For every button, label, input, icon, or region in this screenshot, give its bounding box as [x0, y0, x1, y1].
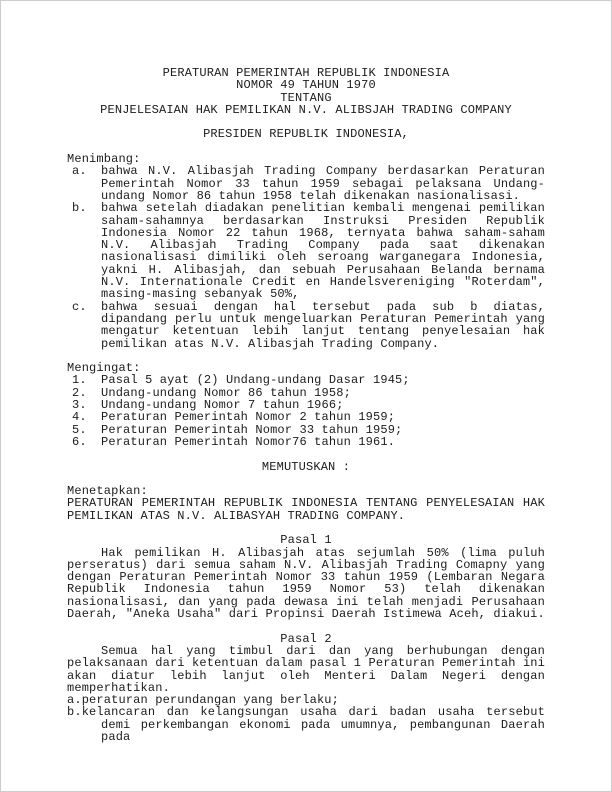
pasal-2-item-b — [67, 706, 545, 743]
mengingat-item-1 — [67, 374, 545, 386]
item-marker: a. — [72, 164, 87, 179]
mengingat-item-6 — [67, 436, 545, 448]
menetapkan-section — [67, 485, 545, 522]
item-marker: b. — [67, 705, 82, 720]
title-line-3: TENTANG — [280, 90, 332, 105]
item-text: Undang-undang Nomor 7 tahun 1966; — [101, 398, 344, 413]
mengingat-label: Mengingat: — [67, 361, 141, 376]
item-marker: b. — [72, 201, 87, 216]
item-text: bahwa sesuai dengan hal tersebut pada sub b diatas, dipandang perlu untuk mengeluarkan Peraturan Pemerintah yang mengatur ketentuan lebih lanjut tentang penyelesaian hak pemilikan atas N.V. Alibasjah Trading Company. — [101, 299, 545, 351]
menimbang-item-a — [67, 165, 545, 202]
menimbang-section — [67, 153, 545, 350]
menimbang-item-b — [67, 202, 545, 300]
item-marker: 1. — [72, 373, 87, 388]
item-text: Peraturan Pemerintah Nomor 33 tahun 1959; — [101, 422, 403, 437]
item-marker: a. — [67, 693, 82, 708]
item-text: kelancaran dan kelangsungan usaha dari badan usaha tersebut demi perkembangan ekonomi pada umumnya, pembangunan Daerah pada — [81, 705, 545, 745]
mengingat-section — [67, 362, 545, 448]
pasal-2-body: Semua hal yang timbul dari dan yang berhubungan dengan pelaksanaan dari ketentuan dalam pasal 1 Peraturan Pemerintah ini akan diatur lebih lanjut oleh Menteri Dalam Negeri dengan memperhatikan. — [67, 643, 545, 695]
item-text: peraturan perundangan yang berlaku; — [81, 693, 339, 708]
menetapkan-label: Menetapkan: — [67, 484, 148, 499]
item-marker: 6. — [72, 434, 87, 449]
menimbang-label: Menimbang: — [67, 152, 141, 167]
pasal-1-body: Hak pemilikan H. Alibasjah atas sejumlah 50% (lima puluh perseratus) dari semua saham N.V. Alibasjah Trading Comapny yang dengan Peraturan Pemerintah Nomor 33 tahun 1959 (Lembaran Negara Republik Indonesia tahun 1959 Nomor 53) telah dikenakan nasionalisasi, dan yang pada dewasa ini telah menjadi Perusahaan Daerah, "Aneka Usaha" dari Propinsi Daerah Istimewa Aceh, diakui. — [67, 545, 545, 622]
item-marker: 5. — [72, 422, 87, 437]
item-text: bahwa N.V. Alibasjah Trading Company berdasarkan Peraturan Pemerintah Nomor 33 tahun 1959 sebagai pelaksana Undang-undang Nomor 86 tahun 1958 telah dikenakan nasionalisasi. — [101, 164, 545, 203]
menimbang-item-c — [67, 301, 545, 350]
pasal-2-section — [67, 633, 545, 744]
title-line-1: PERATURAN PEMERINTAH REPUBLIK INDONESIA — [162, 66, 450, 80]
item-marker: c. — [72, 299, 87, 314]
document-header — [67, 67, 545, 116]
item-text: bahwa setelah diadakan penelitian kembali mengenai pemilikan saham-sahamnya berdasarkan Instruksi Presiden Republik Indonesia Nomor 22 tahun 1968, ternyata bahwa saham-saham N.V. Alibasjah Trading Company pada saat dikenakan nasionalisasi dimiliki oleh seroang warganegara Indonesia, yakni H. Alibasjah, dan sebuah Perusahaan Belanda bernama N.V. Internationale Credit en Handelsvereniging "Roterdam", masing-masing sebanyak 50%, — [101, 201, 545, 302]
pasal-1-section — [67, 534, 545, 620]
item-text: Undang-undang Nomor 86 tahun 1958; — [101, 385, 351, 400]
pasal-2-heading: Pasal 2 — [280, 631, 332, 646]
title-line-2: NOMOR 49 TAHUN 1970 — [236, 78, 376, 93]
mengingat-item-4 — [67, 411, 545, 423]
memutuskan-heading: MEMUTUSKAN : — [261, 459, 351, 474]
item-text: Peraturan Pemerintah Nomor 2 tahun 1959; — [101, 410, 396, 425]
menetapkan-text: PERATURAN PEMERINTAH REPUBLIK INDONESIA TENTANG PENYELESAIAN HAK PEMILIKAN ATAS N.V. ALIBASYAH TRADING COMPANY. — [67, 496, 545, 523]
item-text: Pasal 5 ayat (2) Undang-undang Dasar 1945; — [101, 373, 410, 388]
item-marker: 2. — [72, 385, 87, 400]
item-marker: 4. — [72, 410, 87, 425]
pasal-1-heading: Pasal 1 — [280, 533, 332, 548]
item-text: Peraturan Pemerintah Nomor76 tahun 1961. — [101, 434, 396, 449]
title-line-4: PENJELESAIAN HAK PEMILIKAN N.V. ALIBSJAH TRADING COMPANY — [100, 102, 512, 117]
issuer-heading: PRESIDEN REPUBLIK INDONESIA, — [203, 127, 409, 142]
item-marker: 3. — [72, 398, 87, 413]
